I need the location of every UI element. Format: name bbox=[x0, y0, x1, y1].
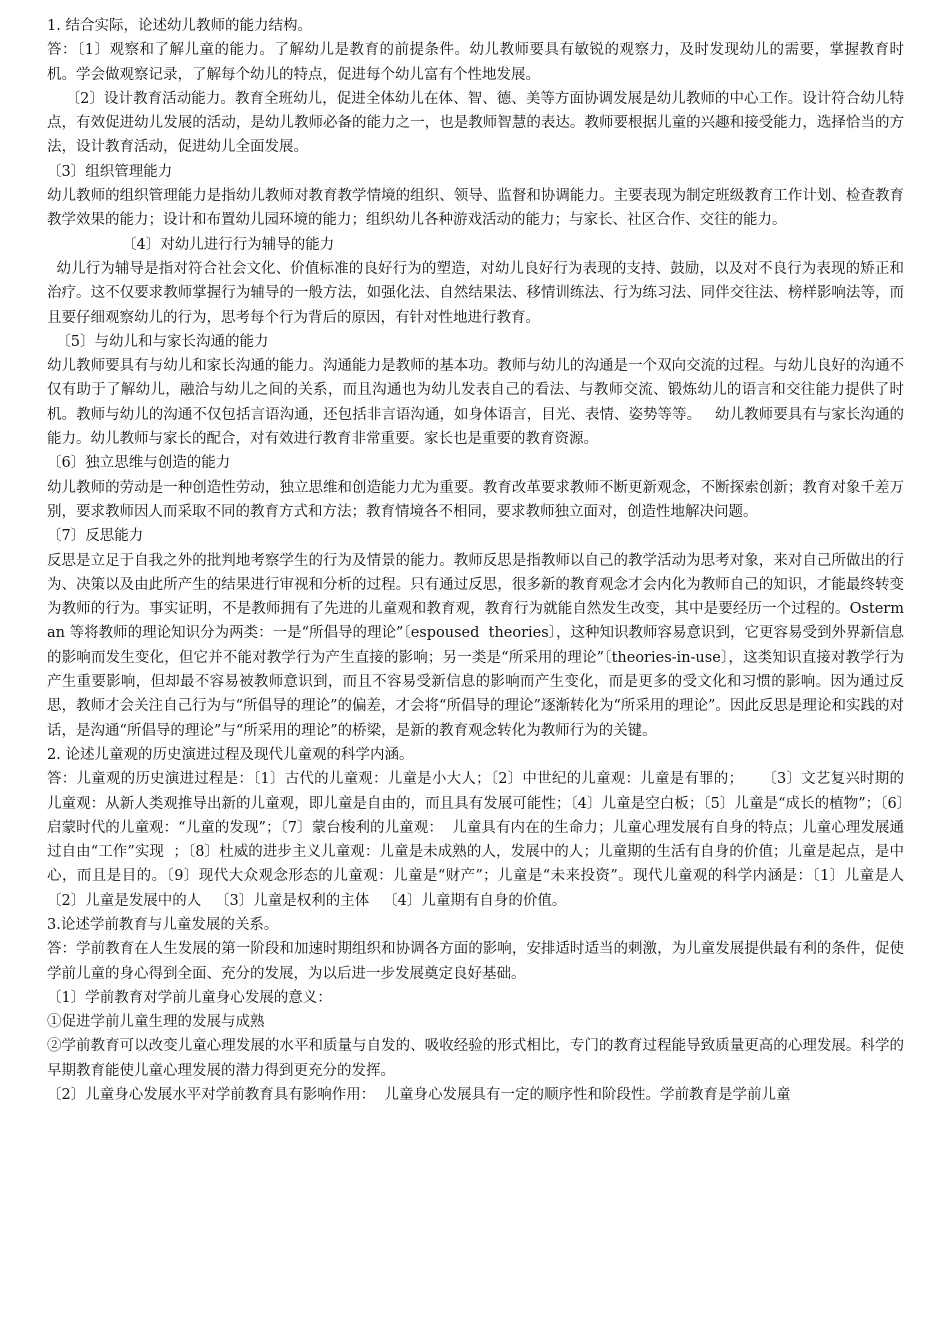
answer-1-part-1: 答：〔1〕观察和了解儿童的能力。了解幼儿是教育的前提条件。幼儿教师要具有敏锐的观察力，及时发现幼儿的需要，掌握教育时机。学会做观察记录，了解每个幼儿的特点，促进每个幼儿富有个性地发展。 bbox=[47, 42, 904, 83]
answer-2: 答：儿童观的历史演进过程是：〔1〕古代的儿童观：儿童是小大人；〔2〕中世纪的儿童观：儿童是有罪的； 〔3〕文艺复兴时期的儿童观：从新人类观推导出新的儿童观，即儿童是自由的，而且具有发展可能性；〔4〕儿童是空白板；〔5〕儿童是“成长的植物”；〔6〕启蒙时代的儿童观：“儿童的发现”；〔7〕蒙台梭利的儿童观： 儿童具有内在的生命力；儿童心理发展有自身的特点；儿童心理发展通过自由“工作”实现 ；〔8〕杜威的进步主义儿童观：儿童是未成熟的人，发展中的人；儿童期的生活有自身的价值；儿童是起点，是中心，而且是目的。〔9〕现代大众观念形态的儿童观：儿童是“财产”；儿童是“未来投资”。现代儿童观的科学内涵是：〔1〕儿童是人 〔2〕儿童是发展中的人 〔3〕儿童是权利的主体 〔4〕儿童期有自身的价值。 bbox=[47, 771, 918, 909]
answer-3-heading-1: 〔1〕学前教育对学前儿童身心发展的意义： bbox=[47, 989, 332, 1006]
answer-3-heading-2: 〔2〕儿童身心发展水平对学前教育具有影响作用： 儿童身心发展具有一定的顺序性和阶段性。学前教育是学前儿童 bbox=[47, 1087, 791, 1104]
answer-3-intro: 答：学前教育在人生发展的第一阶段和加速时期组织和协调各方面的影响，安排适时适当的刺激，为儿童发展提供最有利的条件，促使学前儿童的身心得到全面、充分的发展，为以后进一步发展奠定良好基础。 bbox=[47, 941, 904, 982]
answer-1-part-5: 幼儿教师要具有与幼儿和家长沟通的能力。沟通能力是教师的基本功。教师与幼儿的沟通是一个双向交流的过程。与幼儿良好的沟通不仅有助于了解幼儿，融洽与幼儿之间的关系，而且沟通也为幼儿发表自己的看法、与教师交流、锻炼幼儿的语言和交往能力提供了时机。教师与幼儿的沟通不仅包括言语沟通，还包括非言语沟通，如身体语言，目光、表情、姿势等等。 幼儿教师要具有与家长沟通的能力。幼儿教师与家长的配合，对有效进行教育非常重要。家长也是重要的教育资源。 bbox=[47, 358, 904, 448]
answer-1-part-3: 幼儿教师的组织管理能力是指幼儿教师对教育教学情境的组织、领导、监督和协调能力。主要表现为制定班级教育工作计划、检查教育教学效果的能力；设计和布置幼儿园环境的能力；组织幼儿各种游戏活动的能力；与家长、社区合作、交往的能力。 bbox=[47, 188, 904, 229]
answer-3-point-2: ②学前教育可以改变儿童心理发展的水平和质量与自发的、吸收经验的形式相比，专门的教育过程能导致质量更高的心理发展。科学的早期教育能使儿童心理发展的潜力得到更充分的发挥。 bbox=[47, 1038, 904, 1079]
answer-1-part-7: 反思是立足于自我之外的批判地考察学生的行为及情景的能力。教师反思是指教师以自己的教学活动为思考对象，来对自己所做出的行为、决策以及由此所产生的结果进行审视和分析的过程。只有通过反思，很多新的教育观念才会内化为教师自己的知识，才能最终转变为教师的行为。事实证明，不是教师拥有了先进的儿童观和教育观，教育行为就能自然发生改变，其中是要经历一个过程的。Osterman 等将教师的理论知识分为两类：一是“所倡导的理论”〔espoused theories〕，这种知识教师容易意识到，它更容易受到外界新信息的影响而发生变化，但它并不能对教学行为产生直接的影响；另一类是“所采用的理论”〔theories-in-use〕，这类知识直接对教学行为产生重要影响，但却最不容易被教师意识到，而且不容易受新信息的影响而产生变化，而是更多的受文化和习惯的影响。因为通过反思，教师才会关注自己行为与“所倡导的理论”的偏差，才会将“所倡导的理论”逐渐转化为“所采用的理论”。因此反思是理论和实践的对话，是沟通“所倡导的理论”与“所采用的理论”的桥梁，是新的教育观念转化为教师行为的关键。 bbox=[47, 552, 904, 739]
question-3-title: 3.论述学前教育与儿童发展的关系。 bbox=[47, 916, 279, 933]
answer-1-part-6: 幼儿教师的劳动是一种创造性劳动，独立思维和创造能力尤为重要。教育改革要求教师不断更新观念，不断探索创新；教育对象千差万别，要求教师因人而采取不同的教育方式和方法；教育情境各不相同，要求教师独立面对，创造性地解决问题。 bbox=[47, 479, 904, 520]
answer-1-part-4: 幼儿行为辅导是指对符合社会文化、价值标准的良好行为的塑造，对幼儿良好行为表现的支持、鼓励，以及对不良行为表现的矫正和治疗。这不仅要求教师掌握行为辅导的一般方法，如强化法、自然结果法、移情训练法、行为练习法、同伴交往法、榜样影响法等，而且要仔细观察幼儿的行为，思考每个行为背后的原因，有针对性地进行教育。 bbox=[47, 260, 904, 326]
answer-1-heading-5: 〔5〕与幼儿和与家长沟通的能力 bbox=[47, 333, 269, 350]
question-2-title: 2. 论述儿童观的历史演进过程及现代儿童观的科学内涵。 bbox=[47, 746, 414, 763]
answer-1-heading-7: 〔7〕反思能力 bbox=[47, 528, 144, 545]
answer-1-heading-6: 〔6〕独立思维与创造的能力 bbox=[47, 455, 231, 472]
question-1-title: 1. 结合实际，论述幼儿教师的能力结构。 bbox=[47, 18, 312, 34]
answer-3-point-1: ①促进学前儿童生理的发展与成熟 bbox=[47, 1014, 265, 1031]
answer-1-part-2: 〔2〕设计教育活动能力。教育全班幼儿，促进全体幼儿在体、智、德、美等方面协调发展是幼儿教师的中心工作。设计符合幼儿特点，有效促进幼儿发展的活动，是幼儿教师必备的能力之一，也是教师智慧的表达。教师要根据儿童的兴趣和接受能力，选择恰当的方法，设计教育活动，促进幼儿全面发展。 bbox=[47, 90, 904, 156]
answer-1-heading-4: 〔4〕对幼儿进行行为辅导的能力 bbox=[122, 236, 335, 253]
answer-1-heading-3: 〔3〕组织管理能力 bbox=[47, 163, 173, 180]
